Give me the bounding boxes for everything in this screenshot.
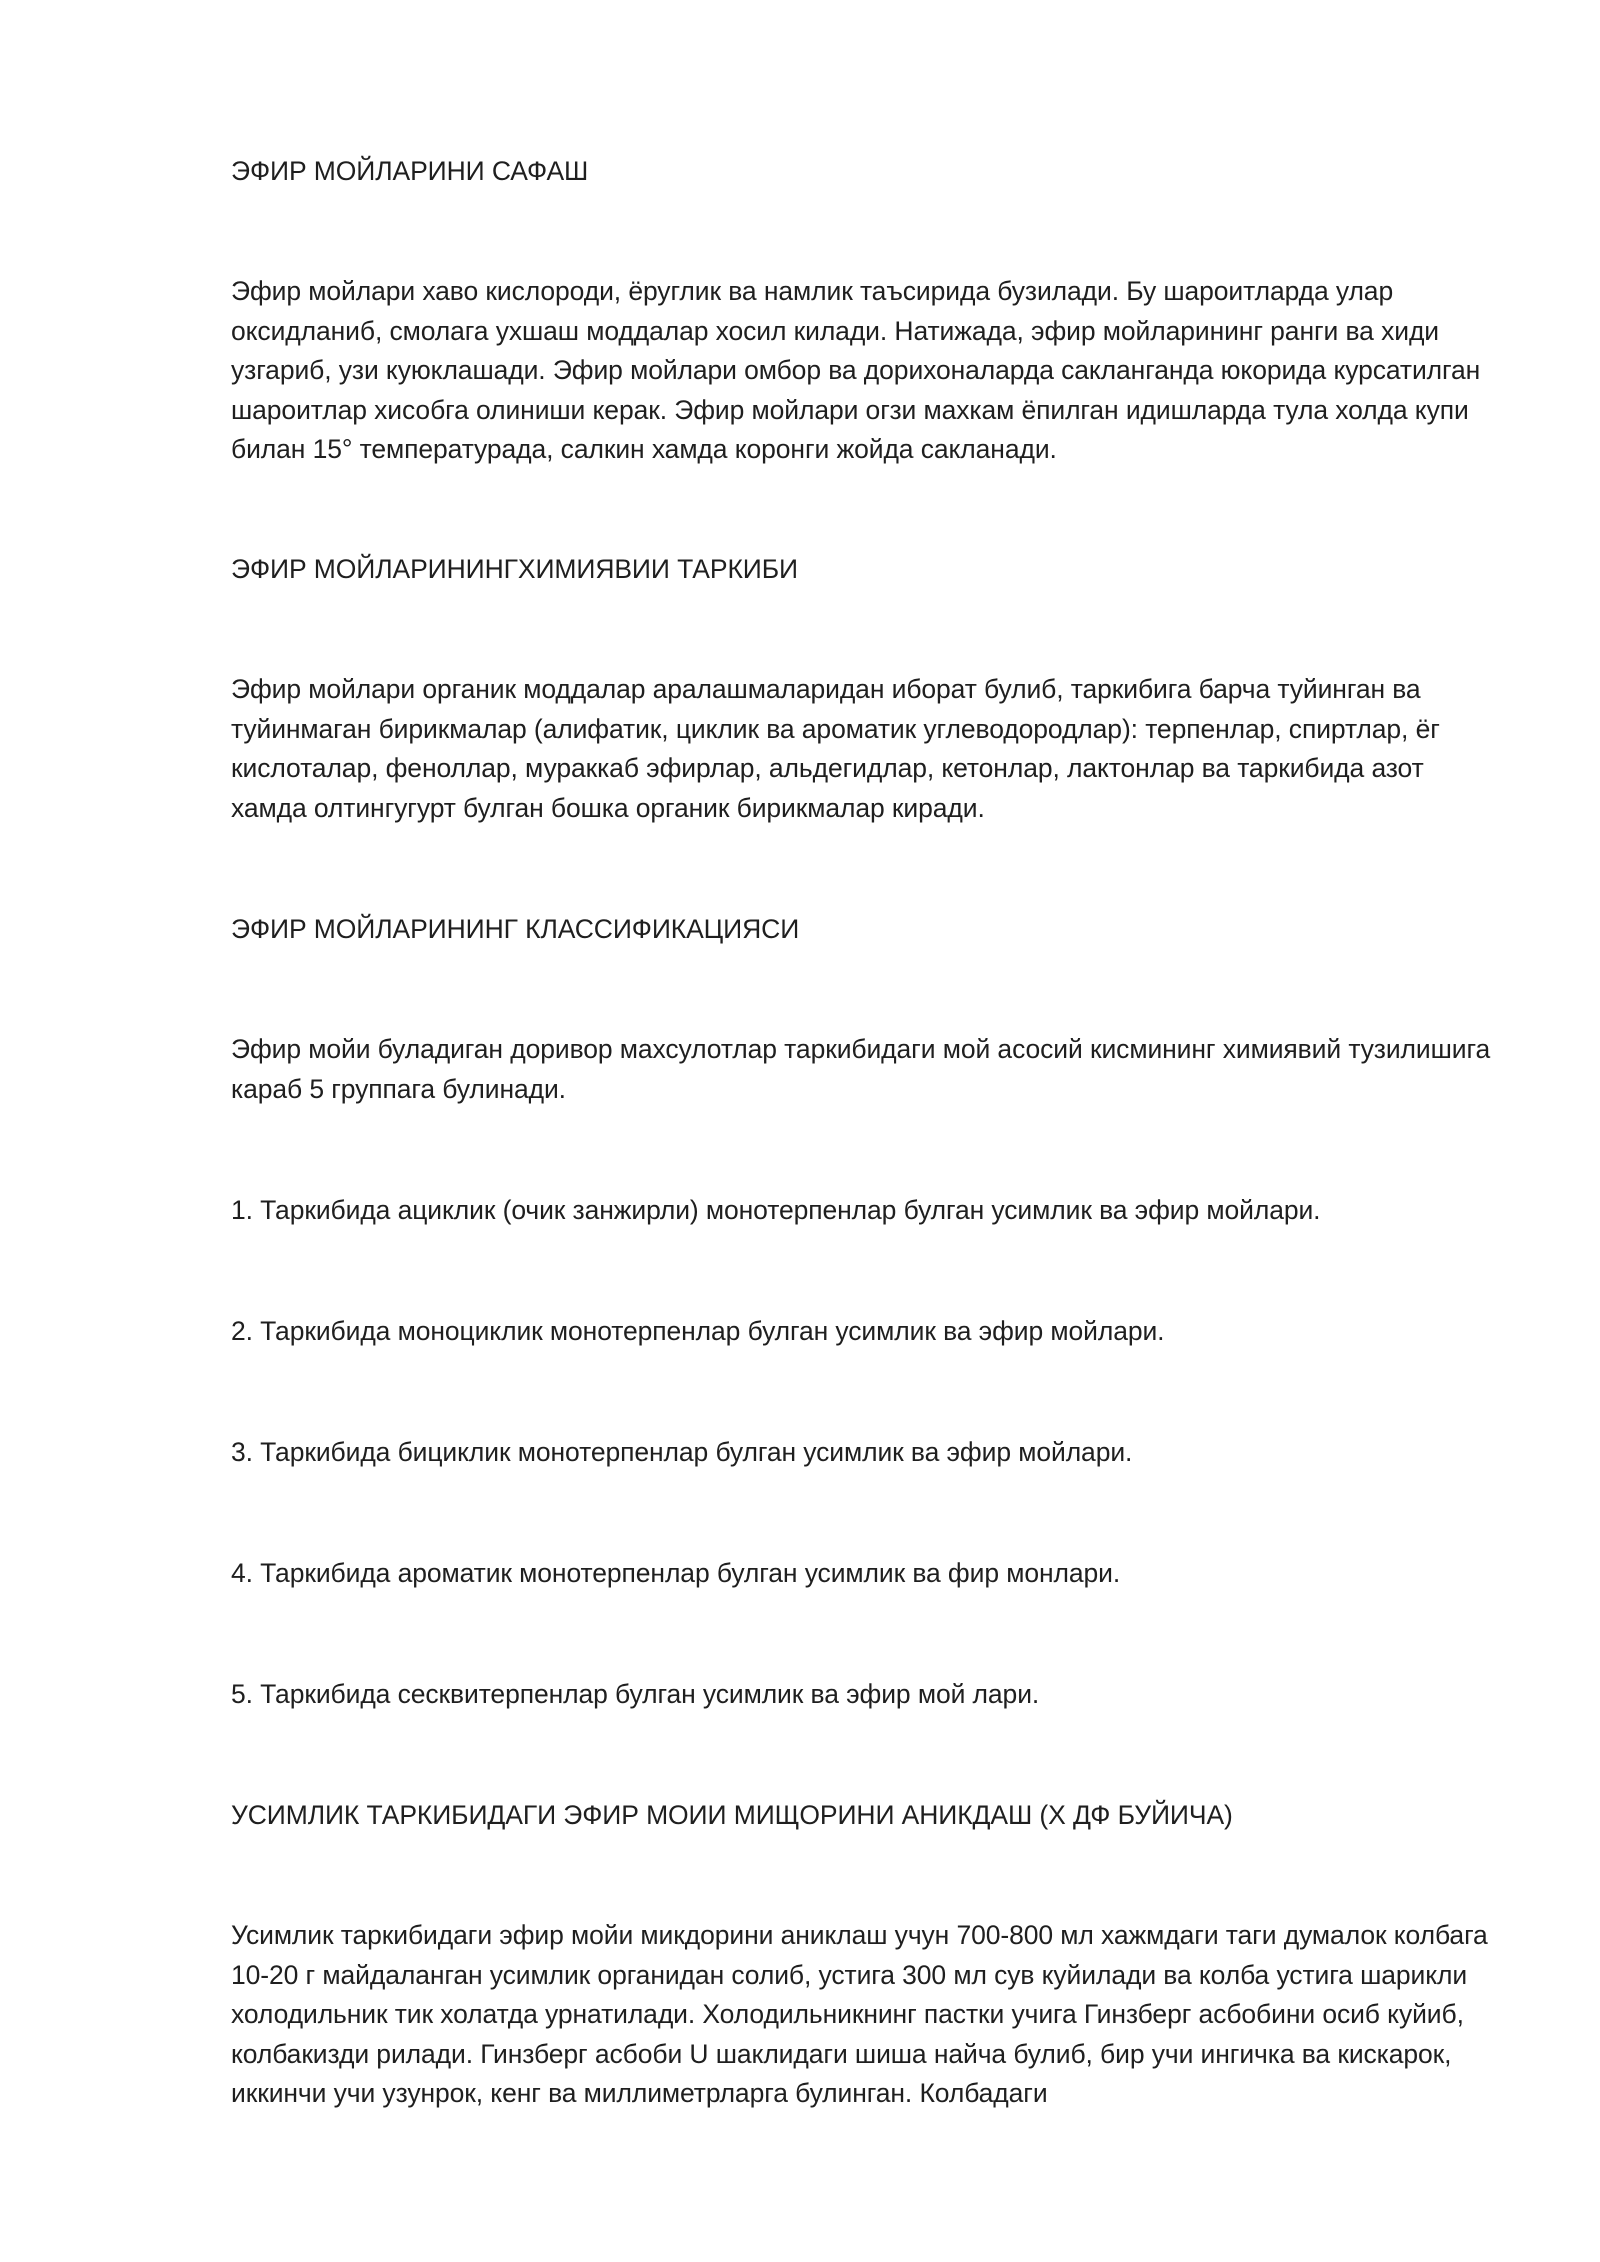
list-item-group-1: 1. Таркибида ациклик (очик занжирли) монотерпенлар булган усимлик ва эфир мойлари. (231, 1195, 1321, 1225)
section-heading-composition: ЭФИР МОЙЛАРИНИНГХИМИЯВИИ ТАРКИБИ (231, 554, 798, 584)
section-heading-classification: ЭФИР МОЙЛАРИНИНГ КЛАССИФИКАЦИЯСИ (231, 914, 800, 944)
paragraph-composition: Эфир мойлари органик моддалар аралашмаларидан иборат булиб, таркибига барча туйинган ва туйинмаган бирикмалар (алифатик, циклик ва ароматик углеводородлар): терпенлар, спиртлар, ёг кислоталар, феноллар, мураккаб эфирлар, альдегидлар, кетонлар, лактонлар ва таркибида азот хамда олтингугурт булган бошка органик бирикмалар киради. (231, 674, 1440, 823)
list-item-group-2: 2. Таркибида моноциклик монотерпенлар булган усимлик ва эфир мойлари. (231, 1316, 1165, 1346)
list-item-group-3: 3. Таркибида бициклик монотерпенлар булган усимлик ва эфир мойлари. (231, 1437, 1133, 1467)
paragraph-classification-intro: Эфир мойи буладиган доривор махсулотлар таркибидаги мой асосий кисмининг химиявий тузилишига караб 5 группага булинади. (231, 1034, 1491, 1104)
list-item-group-5: 5. Таркибида сесквитерпенлар булган усимлик ва эфир мой лари. (231, 1679, 1040, 1709)
list-item-group-4: 4. Таркибида ароматик монотерпенлар булган усимлик ва фир монлари. (231, 1558, 1121, 1588)
section-heading-storage: ЭФИР МОЙЛАРИНИ САФАШ (231, 156, 589, 186)
paragraph-determination: Усимлик таркибидаги эфир мойи микдорини аниклаш учун 700-800 мл хажмдаги таги думалок колбага 10-20 г майдаланган усимлик органидан солиб, устига 300 мл сув куйилади ва колба устига шарикли холодильник тик холатда урнатилади. Холодильникнинг пастки учига Гинзберг асбобини осиб куйиб, колбакизди рилади. Гинзберг асбоби U шаклидаги шиша найча булиб, бир учи ингичка ва кискарок, иккинчи учи узунрок, кенг ва миллиметрларга булинган. Колбадаги (231, 1920, 1488, 2108)
paragraph-storage: Эфир мойлари хаво кислороди, ёруглик ва намлик таъсирида бузилади. Бу шароитларда улар оксидланиб, смолага ухшаш моддалар хосил килади. Натижада, эфир мойларининг ранги ва хиди узгариб, узи куюклашади. Эфир мойлари омбор ва дорихоналарда сакланганда юкорида курсатилган шароитлар хисобга олиниши керак. Эфир мойлари огзи махкам ёпилган идишларда тула холда купи билан 15° температурада, салкин хамда коронги жойда сакланади. (231, 276, 1481, 464)
section-heading-determination: УСИМЛИК ТАРКИБИДАГИ ЭФИР МОИИ МИЩОРИНИ АНИКДАШ (Х ДФ БУЙИЧА) (231, 1800, 1233, 1830)
